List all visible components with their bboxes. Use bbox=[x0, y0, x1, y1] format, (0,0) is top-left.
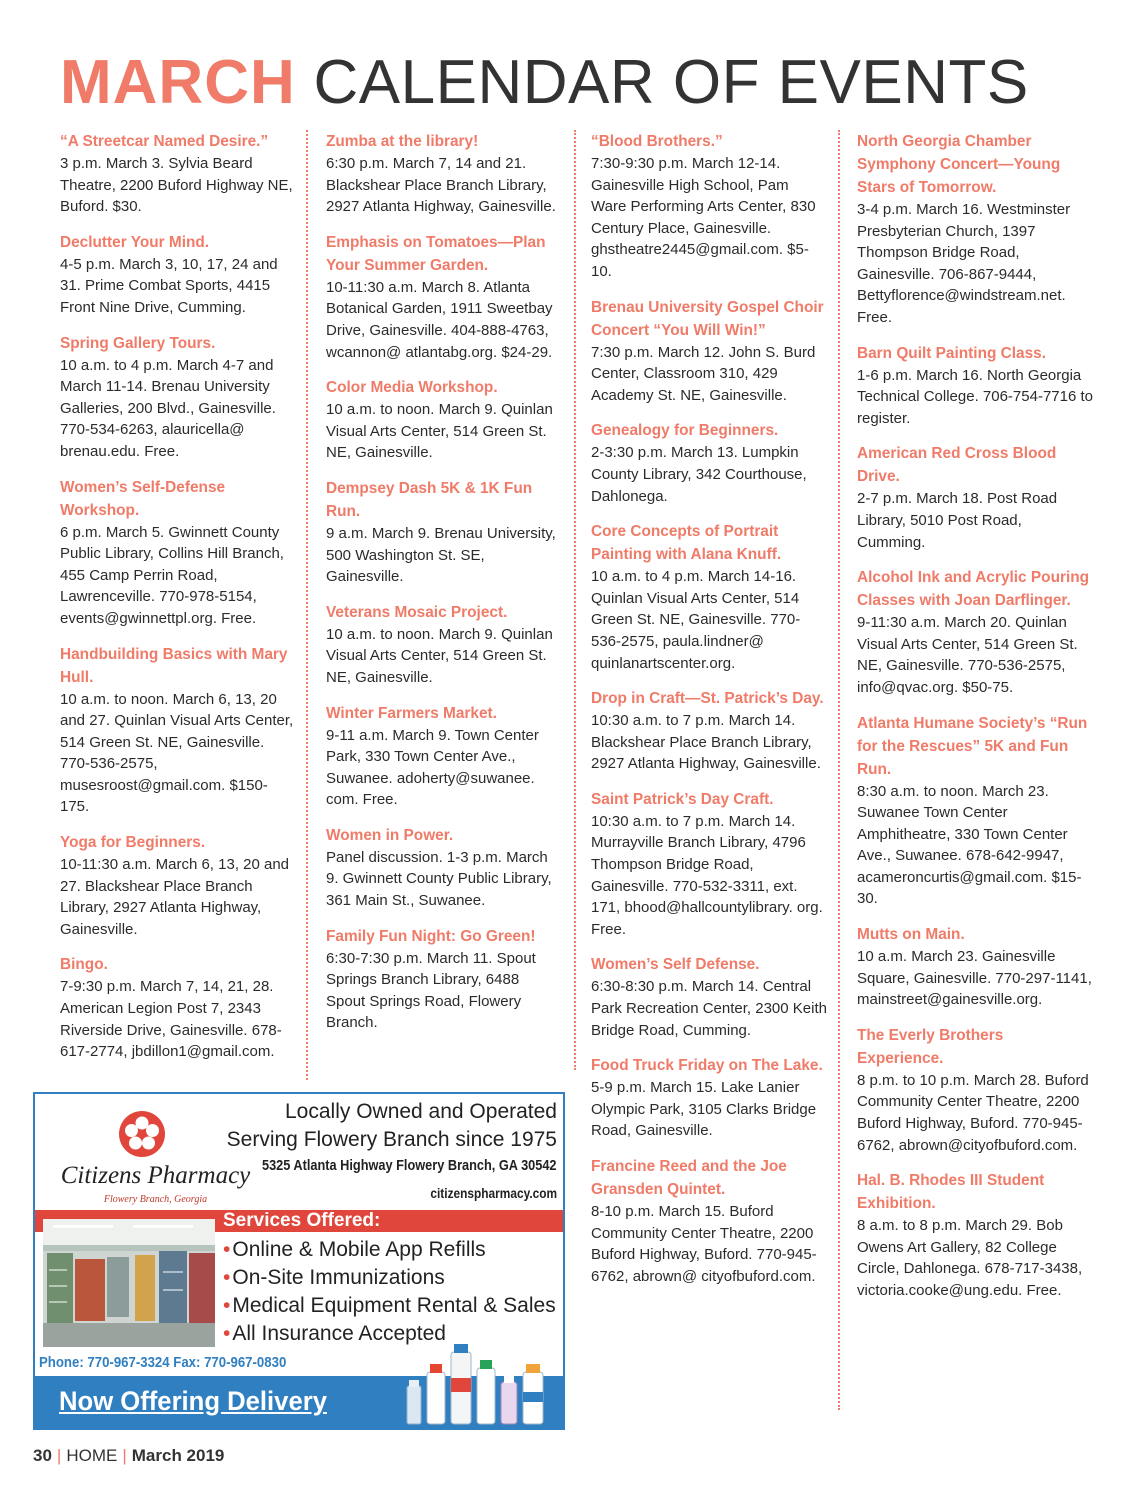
event-entry bbox=[591, 296, 827, 407]
delivery-text: Now Offering Delivery bbox=[59, 1386, 327, 1416]
event-details: 10 a.m. to noon. March 9. Quinlan Visual Arts Center, 514 Green St. NE, Gainesville. bbox=[326, 625, 553, 686]
pharmacy-location: Flowery Branch, Georgia bbox=[103, 1194, 208, 1205]
event-title: Mutts on Main. bbox=[857, 926, 965, 944]
event-title: Alcohol Ink and Acrylic Pouring Classes with Joan Darflinger. bbox=[857, 569, 1090, 610]
event-entry bbox=[857, 1024, 1093, 1156]
events-column-4 bbox=[857, 130, 1093, 1315]
event-title: Veterans Mosaic Project. bbox=[326, 603, 508, 621]
event-entry bbox=[591, 687, 827, 775]
ad-tagline-1: Locally Owned and Operated bbox=[284, 1100, 557, 1123]
service-item: •On-Site Immunizations bbox=[223, 1266, 445, 1289]
pharmacy-logo bbox=[43, 1104, 268, 1204]
section-name: HOME bbox=[66, 1446, 118, 1465]
event-entry bbox=[60, 643, 294, 819]
event-title: Core Concepts of Portrait Painting with Alana Knuff. bbox=[591, 523, 782, 564]
event-entry bbox=[326, 130, 562, 218]
flower-logo-icon bbox=[118, 1110, 166, 1158]
event-entry bbox=[857, 130, 1093, 329]
event-entry bbox=[60, 831, 294, 940]
title-rest: CALENDAR OF EVENTS bbox=[313, 48, 1029, 117]
event-entry bbox=[857, 1169, 1093, 1301]
event-details: 10 a.m. to noon. March 6, 13, 20 and 27. Quinlan Visual Arts Center, 514 Green St. NE, Gainesville. 770-536-2575, musesroost@gmail.com. $150-175. bbox=[60, 690, 294, 816]
service-item: •Online & Mobile App Refills bbox=[223, 1238, 486, 1261]
event-entry bbox=[857, 566, 1093, 698]
event-entry bbox=[60, 953, 294, 1062]
event-title: Family Fun Night: Go Green! bbox=[326, 927, 536, 945]
event-entry bbox=[857, 342, 1093, 430]
event-entry bbox=[326, 702, 562, 811]
event-title: North Georgia Chamber Symphony Concert—Young Stars of Tomorrow. bbox=[857, 133, 1061, 196]
event-details: 7-9:30 p.m. March 7, 14, 21, 28. American Legion Post 7, 2343 Riverside Drive, Gainesville. 678-617-2774, jbdillon1@gmail.com. bbox=[60, 978, 282, 1061]
event-details: 10 a.m. March 23. Gainesville Square, Gainesville. 770-297-1141, mainstreet@gainesville.org. bbox=[857, 948, 1092, 1009]
event-title: Food Truck Friday on The Lake. bbox=[591, 1057, 823, 1075]
event-title: Women in Power. bbox=[326, 826, 454, 844]
event-title: Women’s Self-Defense Workshop. bbox=[60, 478, 226, 519]
page-title bbox=[60, 46, 1029, 120]
event-title: Zumba at the library! bbox=[326, 133, 479, 150]
events-column-2 bbox=[326, 130, 562, 1047]
title-accent: MARCH bbox=[60, 48, 296, 117]
event-entry bbox=[60, 130, 294, 218]
column-divider bbox=[306, 130, 308, 1080]
event-details: 4-5 p.m. March 3, 10, 17, 24 and 31. Prime Combat Sports, 4415 Front Nine Drive, Cumming. bbox=[60, 255, 278, 316]
event-entry bbox=[591, 130, 827, 283]
event-details: 8-10 p.m. March 15. Buford Community Center Theatre, 2200 Buford Highway, Buford. 770-945-6762, abrown@ cityofbuford.com. bbox=[591, 1203, 817, 1285]
event-details: 3 p.m. March 3. Sylvia Beard Theatre, 2200 Buford Highway NE, Buford. $30. bbox=[60, 155, 293, 216]
event-details: 10 a.m. to 4 p.m. March 4-7 and March 11-14. Brenau University Galleries, 200 Blvd., Gainesville. 770-534-6263, alauricella@ brenau.edu. Free. bbox=[60, 356, 276, 460]
event-entry bbox=[591, 419, 827, 507]
event-entry bbox=[326, 477, 562, 588]
event-details: 9-11:30 a.m. March 20. Quinlan Visual Arts Center, 514 Green St. NE, Gainesville. 770-536-2575, info@qvac.org. $50-75. bbox=[857, 614, 1078, 696]
event-entry bbox=[591, 1054, 827, 1142]
event-entry bbox=[857, 442, 1093, 553]
event-details: 10:30 a.m. to 7 p.m. March 14. Murrayville Branch Library, 4796 Thompson Bridge Road, Gainesville. 770-532-3311, ext. 171, bhood@hallcountylibrary. org. Free. bbox=[591, 812, 823, 938]
event-title: Winter Farmers Market. bbox=[326, 704, 497, 722]
event-entry bbox=[591, 520, 827, 674]
event-details: 10 a.m. to 4 p.m. March 14-16. Quinlan Visual Arts Center, 514 Green St. NE, Gainesville. 770-536-2575, paula.lindner@ quinlanartscenter.org. bbox=[591, 568, 801, 672]
events-column-3 bbox=[591, 130, 827, 1300]
event-title: Brenau University Gospel Choir Concert “You Will Win!” bbox=[591, 298, 824, 339]
event-title: Handbuilding Basics with Mary Hull. bbox=[60, 645, 288, 686]
event-details: 9-11 a.m. March 9. Town Center Park, 330 Town Center Ave., Suwanee. adoherty@suwanee. com. Free. bbox=[326, 726, 539, 809]
service-item: •Medical Equipment Rental & Sales bbox=[223, 1294, 556, 1317]
event-entry bbox=[326, 376, 562, 464]
event-entry bbox=[857, 923, 1093, 1011]
event-details: 10-11:30 a.m. March 6, 13, 20 and 27. Blackshear Place Branch Library, 2927 Atlanta Highway, Gainesville. bbox=[60, 856, 290, 938]
event-title: Emphasis on Tomatoes—Plan Your Summer Garden. bbox=[326, 233, 546, 274]
column-divider bbox=[574, 130, 576, 1070]
pharmacy-name: Citizens Pharmacy bbox=[60, 1162, 251, 1189]
event-title: Drop in Craft—St. Patrick’s Day. bbox=[591, 690, 824, 708]
event-details: 8 p.m. to 10 p.m. March 28. Buford Community Center Theatre, 2200 Buford Highway, Buford. 770-945-6762, abrown@cityofbuford.com. bbox=[857, 1071, 1089, 1154]
event-details: 8:30 a.m. to noon. March 23. Suwanee Town Center Amphitheatre, 330 Town Center Ave., Suwanee. 678-642-9947, acameroncurtis@gmail.com. $15-30. bbox=[857, 782, 1082, 908]
event-details: 10:30 a.m. to 7 p.m. March 14. Blackshear Place Branch Library, 2927 Atlanta Highway, Gainesville. bbox=[591, 712, 821, 773]
event-details: 7:30-9:30 p.m. March 12-14. Gainesville High School, Pam Ware Performing Arts Center, 830 Century Place, Gainesville. ghstheatre2445@gmail.com. $5-10. bbox=[591, 155, 816, 280]
event-title: Color Media Workshop. bbox=[326, 379, 498, 397]
ad-phone-fax: Phone: 770-967-3324 Fax: 770-967-0830 bbox=[39, 1354, 287, 1371]
event-title: Dempsey Dash 5K & 1K Fun Run. bbox=[326, 479, 533, 520]
medicine-bottles-icon bbox=[393, 1342, 559, 1428]
event-title: Yoga for Beginners. bbox=[60, 834, 206, 852]
event-title: Saint Patrick’s Day Craft. bbox=[591, 790, 774, 808]
event-details: 9 a.m. March 9. Brenau University, 500 Washington St. SE, Gainesville. bbox=[326, 524, 556, 586]
event-details: 1-6 p.m. March 16. North Georgia Technical College. 706-754-7716 to register. bbox=[857, 366, 1093, 427]
event-entry bbox=[857, 712, 1093, 911]
event-entry bbox=[60, 231, 294, 319]
event-entry bbox=[326, 824, 562, 912]
column-divider bbox=[838, 130, 840, 1410]
event-details: 6:30 p.m. March 7, 14 and 21. Blackshear Place Branch Library, 2927 Atlanta Highway, Gainesville. bbox=[326, 155, 556, 216]
event-details: 7:30 p.m. March 12. John S. Burd Center, Classroom 310, 429 Academy St. NE, Gainesville. bbox=[591, 343, 816, 404]
ad-website: citizenspharmacy.com bbox=[430, 1185, 557, 1201]
issue-date: March 2019 bbox=[131, 1446, 225, 1465]
event-entry bbox=[326, 925, 562, 1034]
services-heading: Services Offered: bbox=[223, 1210, 381, 1231]
event-details: 8 a.m. to 8 p.m. March 29. Bob Owens Art Gallery, 82 College Circle, Dahlonega. 678-717-3438, victoria.cooke@ung.edu. Free. bbox=[857, 1217, 1083, 1299]
page-footer: 30 | HOME | March 2019 bbox=[33, 1446, 225, 1465]
event-title: American Red Cross Blood Drive. bbox=[857, 445, 1057, 486]
page-number: 30 bbox=[33, 1446, 52, 1465]
pharmacy-advertisement bbox=[33, 1092, 565, 1430]
events-column-1 bbox=[60, 130, 294, 1076]
event-title: The Everly Brothers Experience. bbox=[857, 1026, 1004, 1067]
event-title: “A Streetcar Named Desire.” bbox=[60, 133, 269, 150]
event-details: 2-7 p.m. March 18. Post Road Library, 5010 Post Road, Cumming. bbox=[857, 490, 1058, 551]
pharmacy-interior-photo bbox=[43, 1219, 215, 1347]
event-title: Francine Reed and the Joe Gransden Quintet. bbox=[591, 1158, 787, 1198]
event-title: Atlanta Humane Society’s “Run for the Rescues” 5K and Fun Run. bbox=[857, 714, 1088, 778]
event-details: 3-4 p.m. March 16. Westminster Presbyterian Church, 1397 Thompson Bridge Road, Gainesville. 706-867-9444, Bettyflorence@windstream.net. Free. bbox=[857, 201, 1071, 326]
service-item: •All Insurance Accepted bbox=[223, 1322, 446, 1345]
event-entry bbox=[591, 953, 827, 1041]
ad-tagline-2: Serving Flowery Branch since 1975 bbox=[226, 1128, 557, 1151]
event-details: 2-3:30 p.m. March 13. Lumpkin County Library, 342 Courthouse, Dahlonega. bbox=[591, 444, 807, 505]
event-details: 6 p.m. March 5. Gwinnett County Public Library, Collins Hill Branch, 455 Camp Perrin Road, Lawrenceville. 770-978-5154, events@gwinnettpl.org. Free. bbox=[60, 523, 284, 627]
ad-address: 5325 Atlanta Highway Flowery Branch, GA 30542 bbox=[262, 1157, 557, 1174]
event-title: Spring Gallery Tours. bbox=[60, 334, 216, 352]
event-entry bbox=[591, 1155, 827, 1287]
event-title: Bingo. bbox=[60, 956, 108, 974]
event-details: 10 a.m. to noon. March 9. Quinlan Visual Arts Center, 514 Green St. NE, Gainesville. bbox=[326, 401, 553, 462]
event-details: 10-11:30 a.m. March 8. Atlanta Botanical Garden, 1911 Sweetbay Drive, Gainesville. 404-888-4763, wcannon@ atlantabg.org. $24-29. bbox=[326, 278, 553, 361]
event-entry bbox=[60, 332, 294, 463]
services-list bbox=[223, 1236, 556, 1348]
event-title: Genealogy for Beginners. bbox=[591, 422, 779, 440]
event-entry bbox=[326, 601, 562, 689]
event-title: Declutter Your Mind. bbox=[60, 233, 210, 251]
event-details: 5-9 p.m. March 15. Lake Lanier Olympic Park, 3105 Clarks Bridge Road, Gainesville. bbox=[591, 1079, 817, 1140]
event-entry bbox=[60, 476, 294, 630]
event-details: 6:30-8:30 p.m. March 14. Central Park Recreation Center, 2300 Keith Bridge Road, Cumming. bbox=[591, 978, 827, 1039]
event-entry bbox=[326, 231, 562, 363]
event-title: Hal. B. Rhodes III Student Exhibition. bbox=[857, 1172, 1045, 1213]
event-title: “Blood Brothers.” bbox=[591, 133, 723, 150]
event-title: Women’s Self Defense. bbox=[591, 956, 760, 974]
event-details: Panel discussion. 1-3 p.m. March 9. Gwinnett County Public Library, 361 Main St., Suwanee. bbox=[326, 848, 552, 910]
event-title: Barn Quilt Painting Class. bbox=[857, 344, 1046, 362]
event-entry bbox=[591, 788, 827, 941]
event-details: 6:30-7:30 p.m. March 11. Spout Springs Branch Library, 6488 Spout Springs Road, Flowery Branch. bbox=[326, 949, 536, 1032]
